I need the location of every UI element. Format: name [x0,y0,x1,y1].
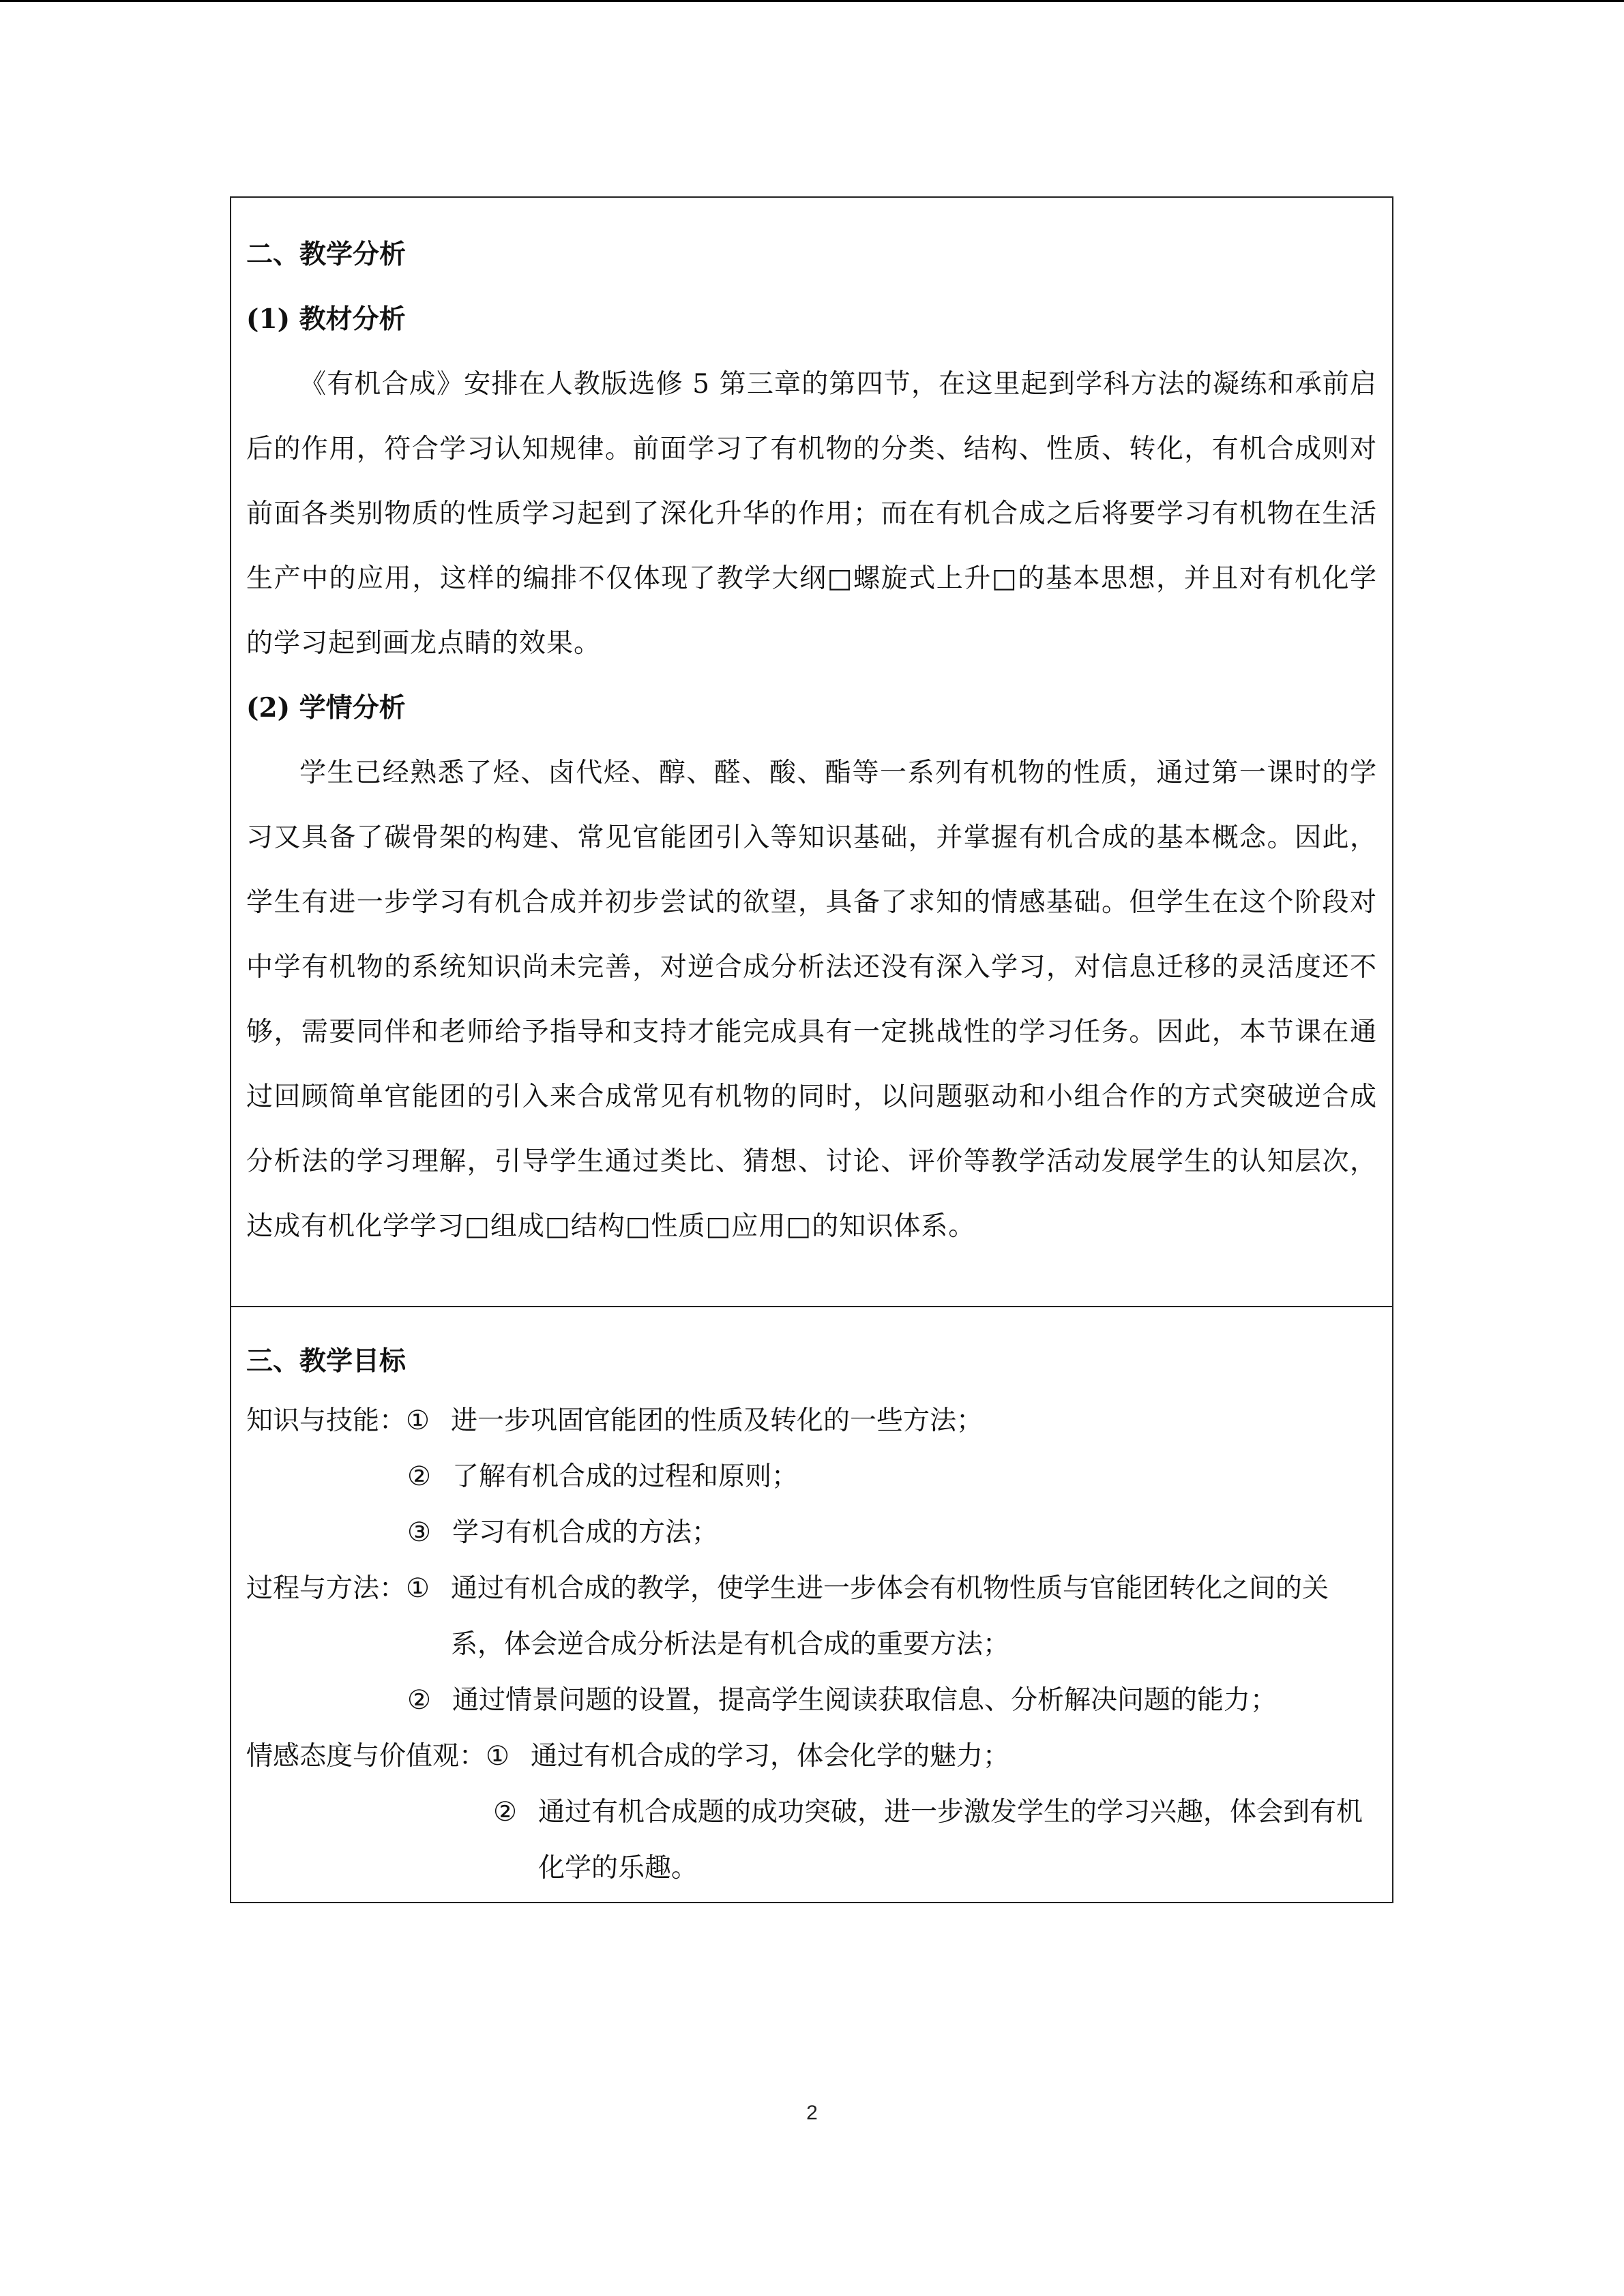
goal-number: ① [486,1741,510,1772]
goal-text: 通过有机合成题的成功突破，进一步激发学生的学习兴趣，体会到有机化学的乐趣。 [538,1797,1363,1883]
goal-knowledge-3 [246,1505,1377,1561]
teaching-analysis-cell [231,198,1392,1306]
textbook-analysis-paragraph: 《有机合成》安排在人教版选修 5 第三章的第四节，在这里起到学科方法的凝练和承前启后的作用，符合学习认知规律。前面学习了有机物的分类、结构、性质、转化，有机合成则对前面各类别物质的性质学习起到了深化升华的作用；而在有机合成之后将要学习有机物在生活生产中的应用，这样的编排不仅体现了教学大纲□螺旋式上升□的基本思想，并且对有机化学的学习起到画龙点睛的效果。 [246,369,1377,659]
lesson-plan-table [230,196,1393,1903]
goal-number: ③ [407,1517,431,1548]
goal-knowledge-1 [246,1393,1377,1449]
subsection-title-students: (2) 学情分析 [246,692,406,724]
section-title-analysis: 二、教学分析 [246,239,407,270]
goal-process-1 [246,1561,1377,1673]
goal-number: ② [407,1685,431,1716]
goal-text: 进一步巩固官能团的性质及转化的一些方法； [451,1405,984,1436]
goal-process-2 [246,1673,1377,1729]
teaching-goals-cell [231,1306,1392,1902]
goal-category-process: 过程与方法： [246,1573,407,1604]
goal-category-emotion: 情感态度与价值观： [246,1741,486,1772]
student-analysis-paragraph: 学生已经熟悉了烃、卤代烃、醇、醛、酸、酯等一系列有机物的性质，通过第一课时的学习又具备了碳骨架的构建、常见官能团引入等知识基础，并掌握有机合成的基本概念。因此，学生有进一步学习有机合成并初步尝试的欲望，具备了求知的情感基础。但学生在这个阶段对中学有机物的系统知识尚未完善，对逆合成分析法还没有深入学习，对信息迁移的灵活度还不够，需要同伴和老师给予指导和支持才能完成具有一定挑战性的学习任务。因此，本节课在通过回顾简单官能团的引入来合成常见有机物的同时，以问题驱动和小组合作的方式突破逆合成分析法的学习理解，引导学生通过类比、猜想、讨论、评价等教学活动发展学生的认知层次，达成有机化学学习□组成□结构□性质□应用□的知识体系。 [246,758,1377,1242]
goal-number: ② [493,1797,517,1828]
goal-text: 通过情景问题的设置，提高学生阅读获取信息、分析解决问题的能力； [452,1685,1278,1716]
goal-text: 学习有机合成的方法； [452,1517,719,1548]
goal-text: 了解有机合成的过程和原则； [452,1461,799,1492]
goal-number: ② [407,1461,431,1492]
page-number: 2 [806,2102,818,2124]
goal-number: ① [406,1573,430,1604]
section-title-goals: 三、教学目标 [246,1345,407,1377]
goal-number: ① [406,1405,430,1436]
goal-emotion-1 [246,1729,1377,1785]
subsection-title-textbook: (1) 教材分析 [246,303,406,335]
goal-category-knowledge: 知识与技能： [246,1405,407,1436]
page-top-border [0,0,1624,2]
goal-text: 通过有机合成的教学，使学生进一步体会有机物性质与官能团转化之间的关系，体会逆合成分析法是有机合成的重要方法； [451,1573,1329,1660]
goal-text: 通过有机合成的学习，体会化学的魅力； [531,1741,1010,1772]
goal-emotion-2 [246,1785,1377,1896]
goal-knowledge-2 [246,1449,1377,1505]
